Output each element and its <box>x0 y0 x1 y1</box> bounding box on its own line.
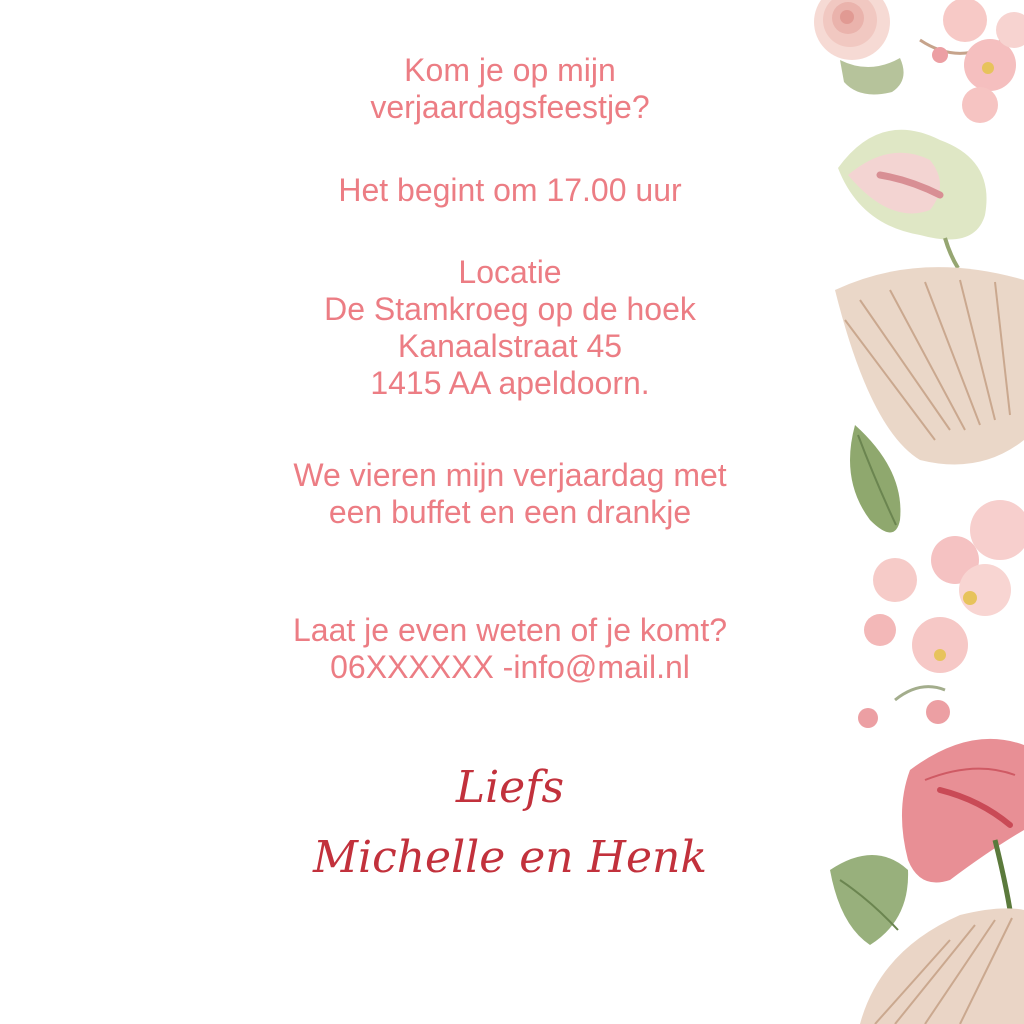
green-leaf-icon <box>830 855 908 945</box>
rsvp-block <box>180 612 840 686</box>
question-line-2: verjaardagsfeestje? <box>370 89 650 125</box>
location-street: Kanaalstraat 45 <box>397 328 623 364</box>
celebration-line-2: een buffet en een drankje <box>328 494 692 530</box>
location-city: 1415 AA apeldoorn. <box>370 365 650 401</box>
orchid-icon <box>920 0 1024 123</box>
signature-names: Michelle en Henk <box>312 832 708 883</box>
invitation-question <box>180 52 840 126</box>
rsvp-prompt: Laat je even weten of je komt? <box>292 612 728 648</box>
celebration-line-1: We vieren mijn verjaardag met <box>293 457 727 493</box>
question-line-1: Kom je op mijn <box>404 52 616 88</box>
location-block <box>180 254 840 402</box>
anthurium-icon <box>838 130 987 268</box>
signature-greeting: Liefs <box>455 762 565 813</box>
floral-border <box>800 0 1024 1024</box>
celebration-block <box>180 457 840 531</box>
anthurium-icon <box>902 739 1024 910</box>
location-heading: Locatie <box>458 254 562 290</box>
location-venue: De Stamkroeg op de hoek <box>324 291 696 327</box>
start-time-text: Het begint om 17.00 uur <box>338 172 682 208</box>
rose-icon <box>814 0 904 94</box>
rsvp-contact: 06XXXXXX -info@mail.nl <box>330 649 690 685</box>
green-leaf-icon <box>850 425 900 533</box>
start-time <box>180 172 840 209</box>
orchid-icon <box>858 500 1024 728</box>
